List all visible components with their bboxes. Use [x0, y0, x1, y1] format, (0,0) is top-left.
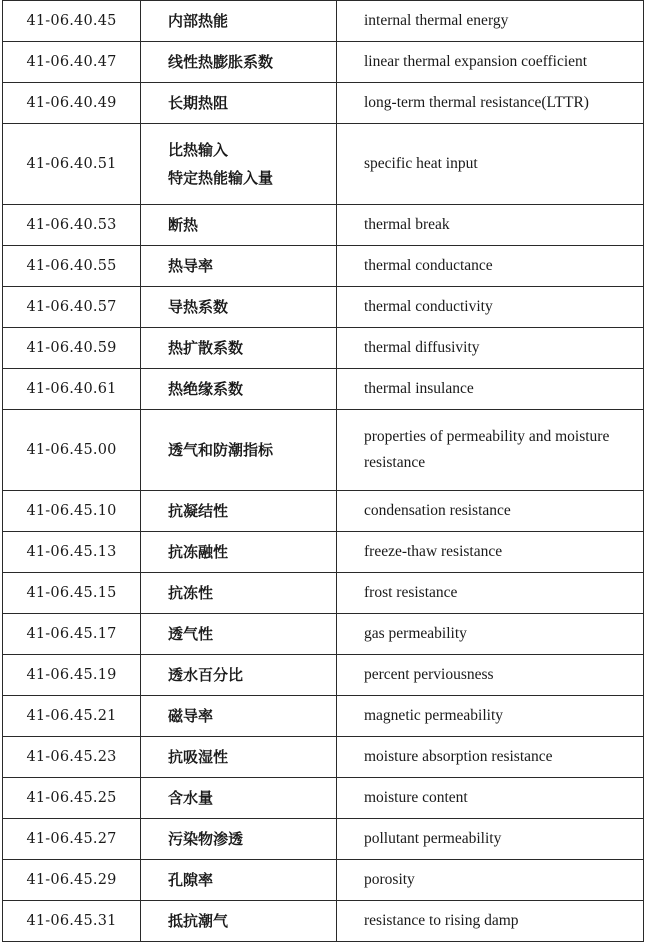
term-english: magnetic permeability	[337, 696, 644, 737]
table-row	[3, 328, 644, 369]
term-english: gas permeability	[337, 614, 644, 655]
term-english: resistance to rising damp	[337, 901, 644, 942]
term-english: long-term thermal resistance(LTTR)	[337, 83, 644, 124]
term-chinese	[141, 83, 337, 124]
table-row	[3, 205, 644, 246]
term-code: 41-06.45.25	[3, 778, 141, 819]
table-row	[3, 83, 644, 124]
term-chinese-line: 热扩散系数	[168, 339, 244, 357]
term-code: 41-06.40.59	[3, 328, 141, 369]
term-code: 41-06.45.27	[3, 819, 141, 860]
terminology-table	[2, 0, 644, 942]
table-row	[3, 737, 644, 778]
term-chinese-line: 长期热阻	[168, 94, 229, 112]
term-english: linear thermal expansion coefficient	[337, 42, 644, 83]
term-chinese-line: 线性热膨胀系数	[168, 53, 274, 71]
term-chinese	[141, 246, 337, 287]
table-row	[3, 532, 644, 573]
term-english: frost resistance	[337, 573, 644, 614]
table-row	[3, 287, 644, 328]
term-english: freeze-thaw resistance	[337, 532, 644, 573]
term-chinese	[141, 655, 337, 696]
term-chinese-line: 特定热能输入量	[168, 169, 274, 187]
term-chinese-line: 透水百分比	[168, 666, 244, 684]
term-chinese-line: 内部热能	[168, 12, 229, 30]
term-english: specific heat input	[337, 124, 644, 205]
term-chinese	[141, 532, 337, 573]
term-code: 41-06.40.53	[3, 205, 141, 246]
term-english: porosity	[337, 860, 644, 901]
term-chinese-line: 透气和防潮指标	[168, 441, 274, 459]
table-row	[3, 778, 644, 819]
term-chinese-line: 抗冻性	[168, 584, 214, 602]
term-chinese	[141, 778, 337, 819]
term-code: 41-06.45.19	[3, 655, 141, 696]
term-chinese-line: 抗凝结性	[168, 502, 229, 520]
table-row	[3, 491, 644, 532]
term-chinese	[141, 369, 337, 410]
table-row	[3, 860, 644, 901]
term-chinese-line: 热绝缘系数	[168, 380, 244, 398]
term-english: moisture content	[337, 778, 644, 819]
term-chinese	[141, 819, 337, 860]
table-row	[3, 901, 644, 942]
term-chinese-line: 孔隙率	[168, 871, 214, 889]
term-english: thermal conductivity	[337, 287, 644, 328]
table-row	[3, 696, 644, 737]
table-row	[3, 1, 644, 42]
term-code: 41-06.45.31	[3, 901, 141, 942]
table-row	[3, 614, 644, 655]
term-chinese-line: 热导率	[168, 257, 214, 275]
term-chinese	[141, 124, 337, 205]
term-code: 41-06.40.61	[3, 369, 141, 410]
table-row	[3, 124, 644, 205]
term-chinese	[141, 410, 337, 491]
term-code: 41-06.45.00	[3, 410, 141, 491]
term-chinese-line: 污染物渗透	[168, 830, 244, 848]
term-chinese	[141, 860, 337, 901]
term-chinese	[141, 42, 337, 83]
term-chinese-line: 抗吸湿性	[168, 748, 229, 766]
table-row	[3, 369, 644, 410]
term-chinese	[141, 491, 337, 532]
term-chinese-line: 导热系数	[168, 298, 229, 316]
term-code: 41-06.45.17	[3, 614, 141, 655]
term-chinese-line: 断热	[168, 216, 199, 234]
term-chinese	[141, 287, 337, 328]
term-chinese-line: 透气性	[168, 625, 214, 643]
term-english: percent perviousness	[337, 655, 644, 696]
term-english: pollutant permeability	[337, 819, 644, 860]
term-chinese	[141, 1, 337, 42]
term-chinese	[141, 737, 337, 778]
term-english: condensation resistance	[337, 491, 644, 532]
term-code: 41-06.40.55	[3, 246, 141, 287]
term-code: 41-06.45.21	[3, 696, 141, 737]
term-code: 41-06.45.29	[3, 860, 141, 901]
term-chinese-line: 比热输入	[168, 141, 229, 159]
term-chinese-line: 抵抗潮气	[168, 912, 229, 930]
term-english: thermal conductance	[337, 246, 644, 287]
term-english: thermal break	[337, 205, 644, 246]
table-row	[3, 655, 644, 696]
term-code: 41-06.45.10	[3, 491, 141, 532]
term-code: 41-06.45.13	[3, 532, 141, 573]
term-english: properties of permeability and moisture resistance	[337, 410, 644, 491]
table-row	[3, 573, 644, 614]
term-code: 41-06.40.51	[3, 124, 141, 205]
term-chinese-line: 含水量	[168, 789, 214, 807]
term-code: 41-06.45.15	[3, 573, 141, 614]
term-chinese	[141, 696, 337, 737]
term-english: thermal insulance	[337, 369, 644, 410]
table-row	[3, 246, 644, 287]
table-row	[3, 410, 644, 491]
term-code: 41-06.40.47	[3, 42, 141, 83]
term-english: thermal diffusivity	[337, 328, 644, 369]
term-english: moisture absorption resistance	[337, 737, 644, 778]
term-chinese	[141, 205, 337, 246]
term-chinese	[141, 614, 337, 655]
term-chinese	[141, 573, 337, 614]
term-code: 41-06.45.23	[3, 737, 141, 778]
term-english: internal thermal energy	[337, 1, 644, 42]
term-chinese	[141, 901, 337, 942]
table-row	[3, 42, 644, 83]
term-code: 41-06.40.57	[3, 287, 141, 328]
term-chinese-line: 抗冻融性	[168, 543, 229, 561]
term-code: 41-06.40.45	[3, 1, 141, 42]
term-chinese-line: 磁导率	[168, 707, 214, 725]
terminology-table-body	[3, 1, 644, 942]
term-code: 41-06.40.49	[3, 83, 141, 124]
term-chinese	[141, 328, 337, 369]
table-row	[3, 819, 644, 860]
